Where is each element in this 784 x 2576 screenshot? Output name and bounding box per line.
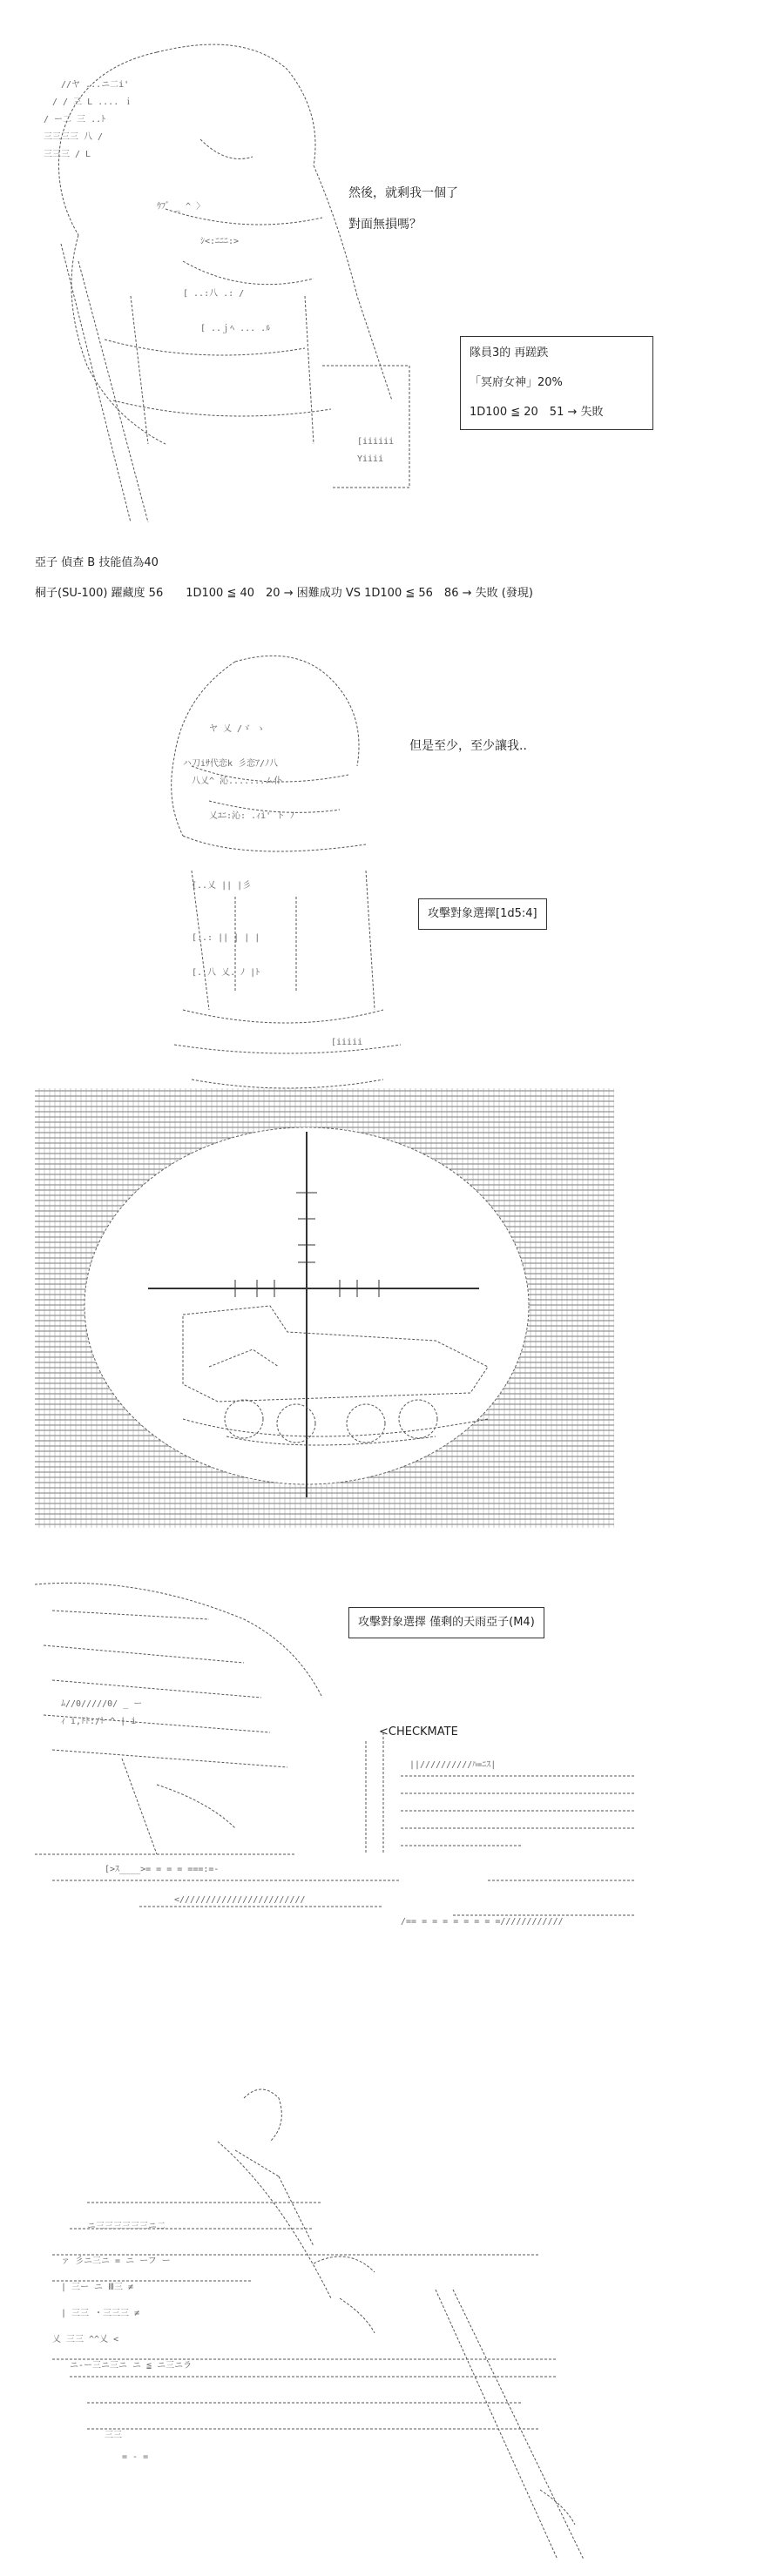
stat-line-2: 桐子(SU-100) 躍藏度 56 1D100 ≦ 40 20 → 困難成功 VS 1D100 ≦ 56 86 → 失敗 (發現) bbox=[35, 587, 533, 600]
checkmate-label: <CHECKMATE bbox=[379, 1725, 458, 1739]
svg-text:ｨ i,ﾄﾄ:/ﾄ ^ | i: ｨ i,ﾄﾄ:/ﾄ ^ | i bbox=[61, 1717, 137, 1726]
svg-text:[iiiii: [iiiii bbox=[331, 1038, 363, 1047]
svg-text:ｳﾌﾞ _ ^ 〉: ｳﾌﾞ _ ^ 〉 bbox=[157, 202, 206, 212]
svg-text:/ ー二 三 ..ﾄ: / ー二 三 ..ﾄ bbox=[44, 115, 106, 124]
svg-text:ニ三三三三三三ニ二: ニ三三三三三三ニ二 bbox=[87, 2222, 166, 2231]
box-line-3: 1D100 ≦ 20 51 → 失敗 bbox=[470, 406, 604, 419]
dialog-line-1: 然後，就剩我一個了 bbox=[348, 186, 458, 200]
ascii-art-character-1 bbox=[26, 35, 444, 540]
svg-text:ァ 彡ニ三ニ = ニ ーフ ー: ァ 彡ニ三ニ = ニ ーフ ー bbox=[61, 2257, 171, 2266]
panel-1 bbox=[0, 0, 784, 575]
box-line-2: 「冥府女神」20% bbox=[470, 376, 563, 389]
svg-text:/ / 三 L .... ｉ: / / 三 L .... ｉ bbox=[52, 98, 133, 107]
dialog-line-3: 但是至少，至少讓我.. bbox=[409, 739, 527, 753]
panel-5 bbox=[0, 2072, 784, 2568]
attack-target-box-2: 攻擊對象選擇 僅剩的天雨亞子(M4) bbox=[348, 1607, 544, 1638]
svg-text:[>ｽ____>= = = = ===:=-: [>ｽ____>= = = = ===:=- bbox=[105, 1865, 220, 1874]
svg-text:乂ﾕﾆ:沁: .ｨi' ト ﾉ: 乂ﾕﾆ:沁: .ｨi' ト ﾉ bbox=[209, 811, 295, 821]
ascii-art-tank-closeup bbox=[35, 2072, 662, 2568]
svg-text:ｼ<:ﾆﾆﾆ:>: ｼ<:ﾆﾆﾆ:> bbox=[200, 237, 240, 246]
ascii-art-tank-scene bbox=[35, 1567, 645, 1933]
stat-line-1: 亞子 偵查 B 技能值為40 bbox=[35, 556, 159, 569]
dialog-line-2: 對面無損嗎？ bbox=[348, 218, 422, 232]
svg-text:<////////////////////////: <//////////////////////// bbox=[174, 1895, 306, 1905]
svg-text:乂 三三 ^^乂 <: 乂 三三 ^^乂 < bbox=[52, 2335, 119, 2344]
svg-text:[..乂 || |彡: [..乂 || |彡 bbox=[192, 881, 252, 891]
svg-text:/== = = = = = = = =///////////: /== = = = = = = = =//////////// bbox=[401, 1917, 564, 1927]
svg-text:ハ刀iｻ代恋k 彡恋ｱ/ﾉ八: ハ刀iｻ代恋k 彡恋ｱ/ﾉ八 bbox=[183, 759, 279, 769]
attack-target-box: 攻擊對象選擇[1d5:4] bbox=[418, 898, 547, 930]
svg-text:三三: 三三 bbox=[105, 2431, 122, 2440]
panel-2 bbox=[0, 644, 784, 1123]
dice-roll-box bbox=[460, 336, 653, 430]
svg-text:[..: || | | |: [..: || | | | bbox=[192, 933, 260, 943]
svg-text:| 三ー ニ Ⅲ三 ≠: | 三ー ニ Ⅲ三 ≠ bbox=[61, 2283, 134, 2292]
svg-text:ニ-ー三ニ三ニ ニ ≦ ニ三ニラ: ニ-ー三ニ三ニ ニ ≦ ニ三ニラ bbox=[70, 2361, 193, 2371]
svg-text:| 三三 ・三三三 ≠: | 三三 ・三三三 ≠ bbox=[61, 2309, 140, 2318]
svg-text:[ ..ｊﾍ ... .ﾙ: [ ..ｊﾍ ... .ﾙ bbox=[200, 324, 271, 333]
panel-3-scope bbox=[0, 1088, 784, 1541]
svg-text:八乂^ 沁.......ム仆: 八乂^ 沁.......ム仆 bbox=[192, 777, 283, 786]
panel-4 bbox=[0, 1567, 784, 1933]
svg-text:[..八 乂. ﾉ |ﾄ: [..八 乂. ﾉ |ﾄ bbox=[192, 968, 260, 978]
scope-crosshair bbox=[0, 1088, 784, 1541]
svg-text:ヤ 乂 /ゞ ゝ: ヤ 乂 /ゞ ゝ bbox=[209, 724, 266, 734]
svg-text:三三三 / L: 三三三 / L bbox=[44, 150, 91, 159]
svg-text:ﾑ//0/////0/ _ ー: ﾑ//0/////0/ _ ー bbox=[61, 1699, 143, 1709]
svg-text:= - =: = - = bbox=[122, 2452, 149, 2462]
svg-text:||//////////ﾊ=ﾆｽ|: ||//////////ﾊ=ﾆｽ| bbox=[409, 1760, 497, 1770]
ascii-art-character-2 bbox=[157, 644, 418, 1114]
svg-text://ヤ ...ニ二i': //ヤ ...ニ二i' bbox=[61, 80, 130, 90]
svg-text:[iiiiii: [iiiiii bbox=[357, 437, 395, 447]
svg-text:三三三三 八 /: 三三三三 八 / bbox=[44, 132, 104, 142]
svg-text:Yiiii: Yiiii bbox=[357, 454, 384, 464]
box-title: 隊員3的 再蹉跌 bbox=[470, 346, 549, 360]
svg-text:[ ..:八 .: /: [ ..:八 .: / bbox=[183, 289, 245, 299]
